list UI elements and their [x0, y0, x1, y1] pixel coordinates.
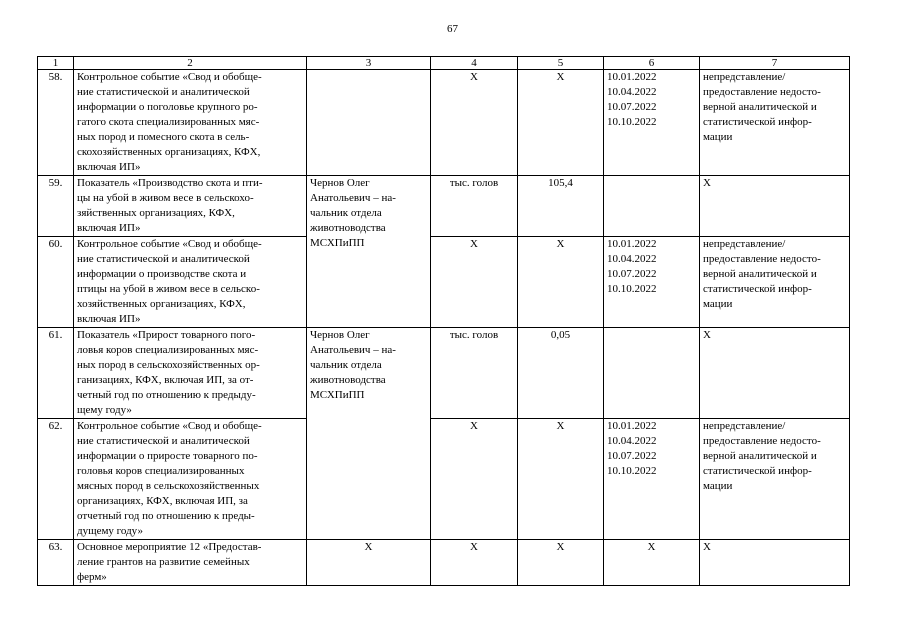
row-risk: непредставление/ предоставление недосто- верной аналитической и статистической инфор- мации	[700, 70, 850, 176]
column-header: 6	[604, 57, 700, 70]
row-risk: X	[700, 328, 850, 419]
row-number: 58.	[38, 70, 74, 176]
row-unit: X	[431, 540, 518, 586]
row-name: Основное мероприятие 12 «Предостав- ление грантов на развитие семейных ферм»	[74, 540, 307, 586]
row-unit: X	[431, 419, 518, 540]
row-responsible: X	[307, 540, 431, 586]
row-dates: 10.01.2022 10.04.2022 10.07.2022 10.10.2022	[604, 419, 700, 540]
row-risk: X	[700, 540, 850, 586]
row-number: 61.	[38, 328, 74, 419]
row-name: Контрольное событие «Свод и обобще- ние статистической и аналитической информации о приросте товарного по- головья коров специализированных мясных пород в сельскохозяйственных организациях, КФХ, включая ИП, за отчетный год по отношению к преды- дущему году»	[74, 419, 307, 540]
row-dates	[604, 328, 700, 419]
column-header: 7	[700, 57, 850, 70]
row-name: Показатель «Прирост товарного пого- ловья коров специализированных мяс- ных пород в сельскохозяйственных ор- ганизациях, КФХ, включая ИП, за от- четный год по отношению к предыду- щему году»	[74, 328, 307, 419]
column-header: 5	[518, 57, 604, 70]
column-header: 4	[431, 57, 518, 70]
table-row	[38, 237, 850, 328]
row-value: X	[518, 540, 604, 586]
row-number: 62.	[38, 419, 74, 540]
row-number: 60.	[38, 237, 74, 328]
row-name: Контрольное событие «Свод и обобще- ние статистической и аналитической информации о производстве скота и птицы на убой в живом весе в сельско- хозяйственных организациях, КФХ, включая ИП»	[74, 237, 307, 328]
table-row	[38, 540, 850, 586]
row-risk: непредставление/ предоставление недосто- верной аналитической и статистической инфор- мации	[700, 237, 850, 328]
document-table	[37, 56, 850, 586]
row-dates: 10.01.2022 10.04.2022 10.07.2022 10.10.2022	[604, 237, 700, 328]
row-value: X	[518, 237, 604, 328]
row-number: 63.	[38, 540, 74, 586]
row-risk: непредставление/ предоставление недосто- верной аналитической и статистической инфор- мации	[700, 419, 850, 540]
row-unit: X	[431, 237, 518, 328]
row-value: X	[518, 70, 604, 176]
row-risk: X	[700, 176, 850, 237]
column-header: 1	[38, 57, 74, 70]
row-unit: тыс. голов	[431, 328, 518, 419]
row-number: 59.	[38, 176, 74, 237]
row-dates: X	[604, 540, 700, 586]
table-row	[38, 419, 850, 540]
row-name: Показатель «Производство скота и пти- цы на убой в живом весе в сельскохо- зяйственных организациях, КФХ, включая ИП»	[74, 176, 307, 237]
column-header: 2	[74, 57, 307, 70]
table-row	[38, 70, 850, 176]
row-responsible: Чернов Олег Анатольевич – на- чальник отдела животноводства МСХПиПП	[307, 176, 431, 328]
row-dates	[604, 176, 700, 237]
column-header: 3	[307, 57, 431, 70]
header-row	[38, 57, 850, 70]
row-responsible: Чернов Олег Анатольевич – на- чальник отдела животноводства МСХПиПП	[307, 328, 431, 540]
table-row	[38, 176, 850, 237]
row-value: X	[518, 419, 604, 540]
page-number: 67	[447, 23, 458, 35]
row-responsible	[307, 70, 431, 176]
table-row	[38, 328, 850, 419]
row-value: 0,05	[518, 328, 604, 419]
row-unit: тыс. голов	[431, 176, 518, 237]
row-unit: X	[431, 70, 518, 176]
row-dates: 10.01.2022 10.04.2022 10.07.2022 10.10.2022	[604, 70, 700, 176]
row-name: Контрольное событие «Свод и обобще- ние статистической и аналитической информации о поголовье крупного ро- гатого скота специализированных мяс- ных пород и помесного скота в сель- скохозяйственных организациях, КФХ, включая ИП»	[74, 70, 307, 176]
row-value: 105,4	[518, 176, 604, 237]
